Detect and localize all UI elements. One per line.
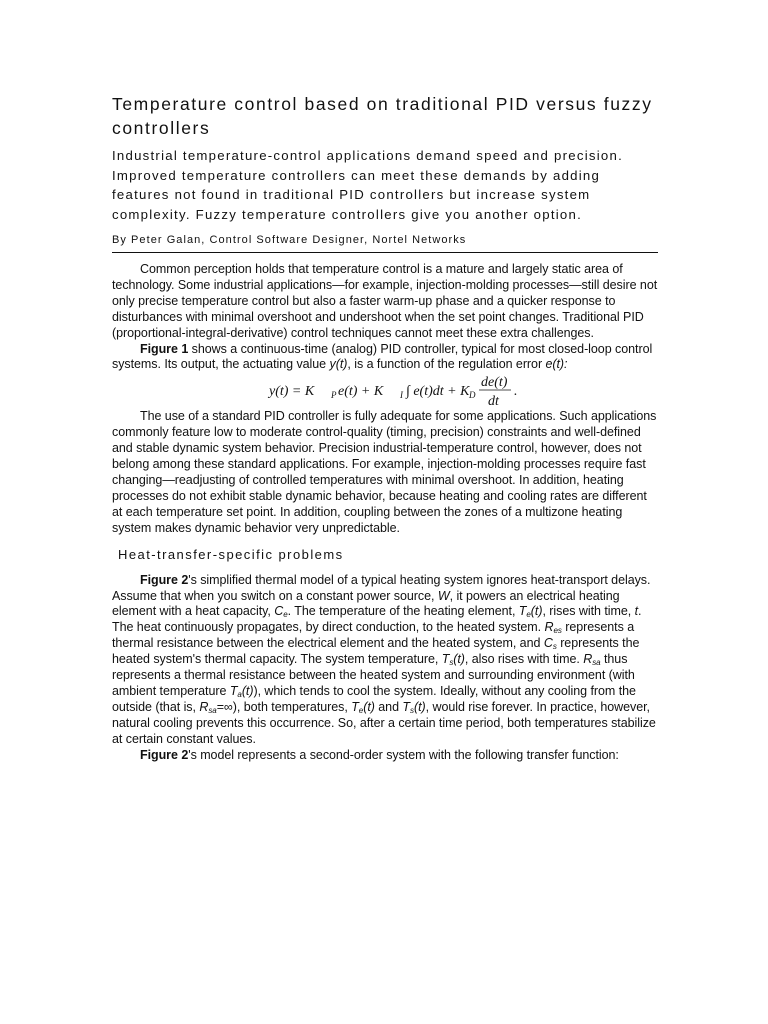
symbol: C	[274, 604, 284, 619]
symbol: T	[441, 652, 450, 667]
section-heading: Heat-transfer-specific problems	[118, 546, 344, 562]
variable-te	[351, 700, 375, 714]
pid-equation-graphic	[235, 373, 535, 409]
symbol: C	[543, 636, 553, 651]
paragraph-text: 's simplified thermal model of a typical heating system ignores heat-transport delays. Assume that when you switch on a constant power source,	[112, 572, 651, 603]
paragraph-thermal-model	[112, 573, 658, 748]
subscript: e	[526, 610, 531, 620]
equation-lhs: y(t) = K	[269, 384, 315, 400]
paragraph-text: represents the heated system's thermal capacity. The system temperature,	[112, 636, 640, 667]
figure-2-reference: Figure 2	[140, 572, 189, 587]
variable-ts	[442, 652, 465, 666]
paragraph-text: , also rises with time.	[464, 652, 584, 667]
symbol: (t)	[453, 652, 465, 667]
equation-term-1: e(t) + K	[338, 384, 384, 400]
paragraph-text: ), which tends to cool the system. Ideally, without any cooling from the outside (that is,	[112, 683, 636, 714]
paragraph-text: , rises with time,	[542, 604, 635, 619]
subscript: e	[358, 705, 364, 715]
paragraph-text: 's model represents a second-order system with the following transfer function:	[188, 747, 619, 762]
equation-numerator: de(t)	[481, 375, 508, 391]
paragraph-text: represents a thermal resistance between the electrical element and the heated system, and	[112, 620, 635, 651]
symbol: T	[229, 683, 238, 698]
symbol: R	[583, 652, 593, 667]
pid-equation	[112, 373, 658, 409]
subscript: s	[552, 642, 557, 652]
subscript: a	[237, 689, 242, 699]
article-byline: By Peter Galan, Control Software Designer, Nortel Networks	[112, 234, 467, 246]
paragraph-text: . The heat continuously propagates, by direct conduction, to the heated system.	[112, 604, 642, 635]
paragraph-text: and	[374, 699, 403, 714]
variable-rsa	[583, 652, 600, 666]
equation-kp-sub: P	[331, 390, 337, 401]
equation-period: .	[514, 384, 518, 400]
paragraph-text: , it powers an electrical heating element with a heat capacity,	[112, 588, 620, 619]
paragraph-figure1	[112, 342, 658, 374]
figure-2-reference: Figure 2	[140, 747, 189, 762]
variable-te	[519, 604, 543, 618]
subscript: sa	[592, 658, 601, 668]
paragraph-text: , is a function of the regulation error	[347, 357, 546, 372]
byline-divider	[112, 252, 658, 253]
subscript: e	[283, 610, 288, 620]
symbol: (t)	[363, 699, 375, 714]
subscript: es	[553, 626, 562, 636]
symbol: (t)	[413, 699, 426, 714]
figure-1-reference: Figure 1	[140, 341, 189, 356]
variable-yt: y(t)	[329, 357, 348, 372]
paragraph-text: thus represents a thermal resistance between the heated system and surrounding environment (with ambient temperature	[112, 652, 635, 698]
subscript: s	[410, 705, 414, 715]
variable-ce	[274, 604, 287, 618]
equation-ki-sub: I	[400, 390, 403, 401]
variable-et: e(t):	[545, 357, 568, 372]
variable-cs	[544, 636, 557, 650]
symbol: R	[544, 620, 554, 635]
variable-t: t	[634, 604, 639, 619]
symbol: R	[199, 699, 209, 714]
equation-denominator: dt	[488, 394, 499, 410]
symbol: (t)	[241, 683, 254, 698]
subscript: sa	[208, 705, 217, 715]
article-body	[112, 262, 658, 763]
symbol: T	[402, 699, 411, 714]
paragraph-text: shows a continuous-time (analog) PID controller, typical for most closed-loop control systems. Its output, the actuating value	[112, 341, 653, 372]
symbol: T	[351, 699, 359, 714]
article-title: Temperature control based on traditional PID versus fuzzy controllers	[112, 94, 653, 138]
subscript: s	[449, 658, 454, 668]
symbol: (t)	[530, 604, 543, 619]
paragraph-transfer-function	[112, 748, 658, 764]
article	[112, 92, 658, 763]
variable-ts	[402, 700, 425, 714]
variable-ta	[230, 684, 254, 698]
variable-w: W	[437, 588, 450, 603]
article-lede: Industrial temperature-control applications demand speed and precision. Improved temperature controllers can meet these demands by adding features not found in traditional PID controllers but increase system complexity. Fuzzy temperature controllers give you another option.	[112, 148, 623, 222]
paragraph-intro: Common perception holds that temperature control is a mature and largely static area of technology. Some industrial applications—for example, injection-molding processes—still desire not only precise temperature control but also a faster warm-up phase and a quicker response to disturbances with minimal overshoot and undershoot when the set point changes. Traditional PID (proportional-integral-derivative) control techniques cannot meet these extra challenges.	[112, 262, 658, 340]
paragraph-text: , would rise forever. In practice, however, natural cooling prevents this occurrence. So, after a certain time period, both temperatures stabilize at certain constant values.	[112, 699, 656, 746]
variable-rsa	[199, 700, 216, 714]
symbol: T	[518, 604, 527, 619]
paragraph-standard-pid: The use of a standard PID controller is fully adequate for some applications. Such applications commonly feature low to moderate control-quality (timing, precision) constraints and well-defined and stable dynamic system behavior. Precision industrial-temperature control, however, does not belong among these standard applications. For example, injection-molding processes require fast changing—readjusting of controlled temperatures with minimal overshoot. In addition, heating processes do not exhibit stable dynamic behavior, because heating and cooling rates are different at each temperature set point. In addition, coupling between the zones of a multizone heating system makes dynamic behavior very unpredictable.	[112, 409, 657, 535]
equation-integral: ∫ e(t)dt + K	[406, 384, 470, 400]
paragraph-text: =∞), both temperatures,	[216, 699, 352, 714]
variable-res	[544, 620, 561, 634]
equation-kd-sub: D	[469, 390, 476, 401]
paragraph-text: . The temperature of the heating element,	[287, 604, 519, 619]
